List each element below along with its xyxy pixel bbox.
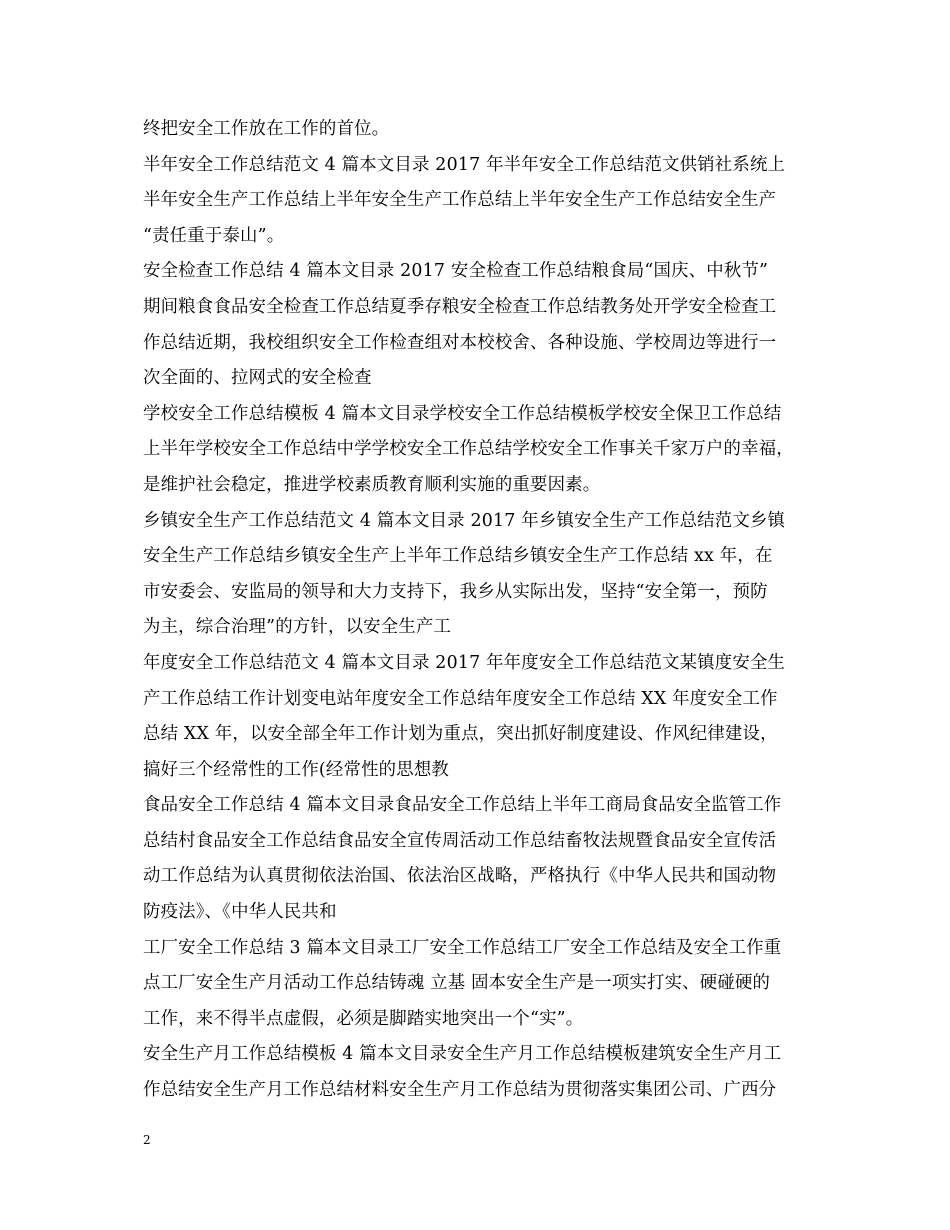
text-line: 工作，来不得半点虚假，必须是脚踏实地突出一个“实”。 [143, 1008, 584, 1029]
text-line: 安全生产工作总结乡镇安全生产上半年工作总结乡镇安全生产工作总结 xx 年，在 [143, 546, 773, 567]
text-line: “责任重于泰山”。 [143, 225, 285, 246]
text-line: 搞好三个经常性的工作(经常性的思想教 [143, 759, 450, 780]
text-line: 作总结近期，我校组织安全工作检查组对本校校舍、各种设施、学校周边等进行一 [143, 332, 777, 353]
text-line: 市安委会、安监局的领导和大力支持下，我乡从实际出发，坚持“安全第一，预防 [143, 581, 768, 602]
text-line: 安全生产月工作总结模板 4 篇本文目录安全生产月工作总结模板建筑安全生产月工 [143, 1044, 782, 1065]
text-line: 产工作总结工作计划变电站年度安全工作总结年度安全工作总结 XX 年度安全工作 [143, 688, 778, 709]
text-line: 作总结安全生产月工作总结材料安全生产月工作总结为贯彻落实集团公司、广西分 [143, 1080, 777, 1101]
text-line: 上半年学校安全工作总结中学学校安全工作总结学校安全工作事关千家万户的幸福， [143, 439, 794, 460]
text-line: 期间粮食食品安全检查工作总结夏季存粮安全检查工作总结教务处开学安全检查工 [143, 296, 777, 317]
text-line: 年度安全工作总结范文 4 篇本文目录 2017 年年度安全工作总结范文某镇度安全生 [143, 652, 786, 673]
text-line: 半年安全工作总结范文 4 篇本文目录 2017 年半年安全工作总结范文供销社系统上 [143, 154, 786, 175]
text-line: 防疫法》、《中华人民共和 [143, 902, 337, 923]
document-body [143, 112, 823, 1109]
text-line: 学校安全工作总结模板 4 篇本文目录学校安全工作总结模板学校安全保卫工作总结 [143, 403, 782, 424]
page-number: 2 [143, 1133, 151, 1147]
text-line: 半年安全生产工作总结上半年安全生产工作总结上半年安全生产工作总结安全生产 [143, 190, 777, 211]
text-line: 点工厂安全生产月活动工作总结铸魂 立基 固本安全生产是一项实打实、硬碰硬的 [143, 973, 771, 994]
text-line: 乡镇安全生产工作总结范文 4 篇本文目录 2017 年乡镇安全生产工作总结范文乡镇 [143, 510, 786, 531]
text-line: 食品安全工作总结 4 篇本文目录食品安全工作总结上半年工商局食品安全监管工作 [143, 795, 782, 816]
text-line: 次全面的、拉网式的安全检查 [143, 368, 372, 389]
text-line: 是维护社会稳定，推进学校素质教育顺利实施的重要因素。 [143, 474, 601, 495]
text-line: 总结村食品安全工作总结食品安全宣传周活动工作总结畜牧法规暨食品安全宣传活 [143, 830, 777, 851]
text-line: 安全检查工作总结 4 篇本文目录 2017 安全检查工作总结粮食局“国庆、中秋节” [143, 261, 769, 282]
text-line: 为主，综合治理”的方针，以安全生产工 [143, 617, 452, 638]
text-line: 总结 XX 年，以安全部全年工作计划为重点，突出抓好制度建设、作风纪律建设， [143, 724, 778, 745]
text-line: 终把安全工作放在工作的首位。 [143, 119, 390, 139]
text-line: 工厂安全工作总结 3 篇本文目录工厂安全工作总结工厂安全工作总结及安全工作重 [143, 937, 782, 958]
text-line: 动工作总结为认真贯彻依法治国、依法治区战略，严格执行《中华人民共和国动物 [143, 866, 777, 887]
